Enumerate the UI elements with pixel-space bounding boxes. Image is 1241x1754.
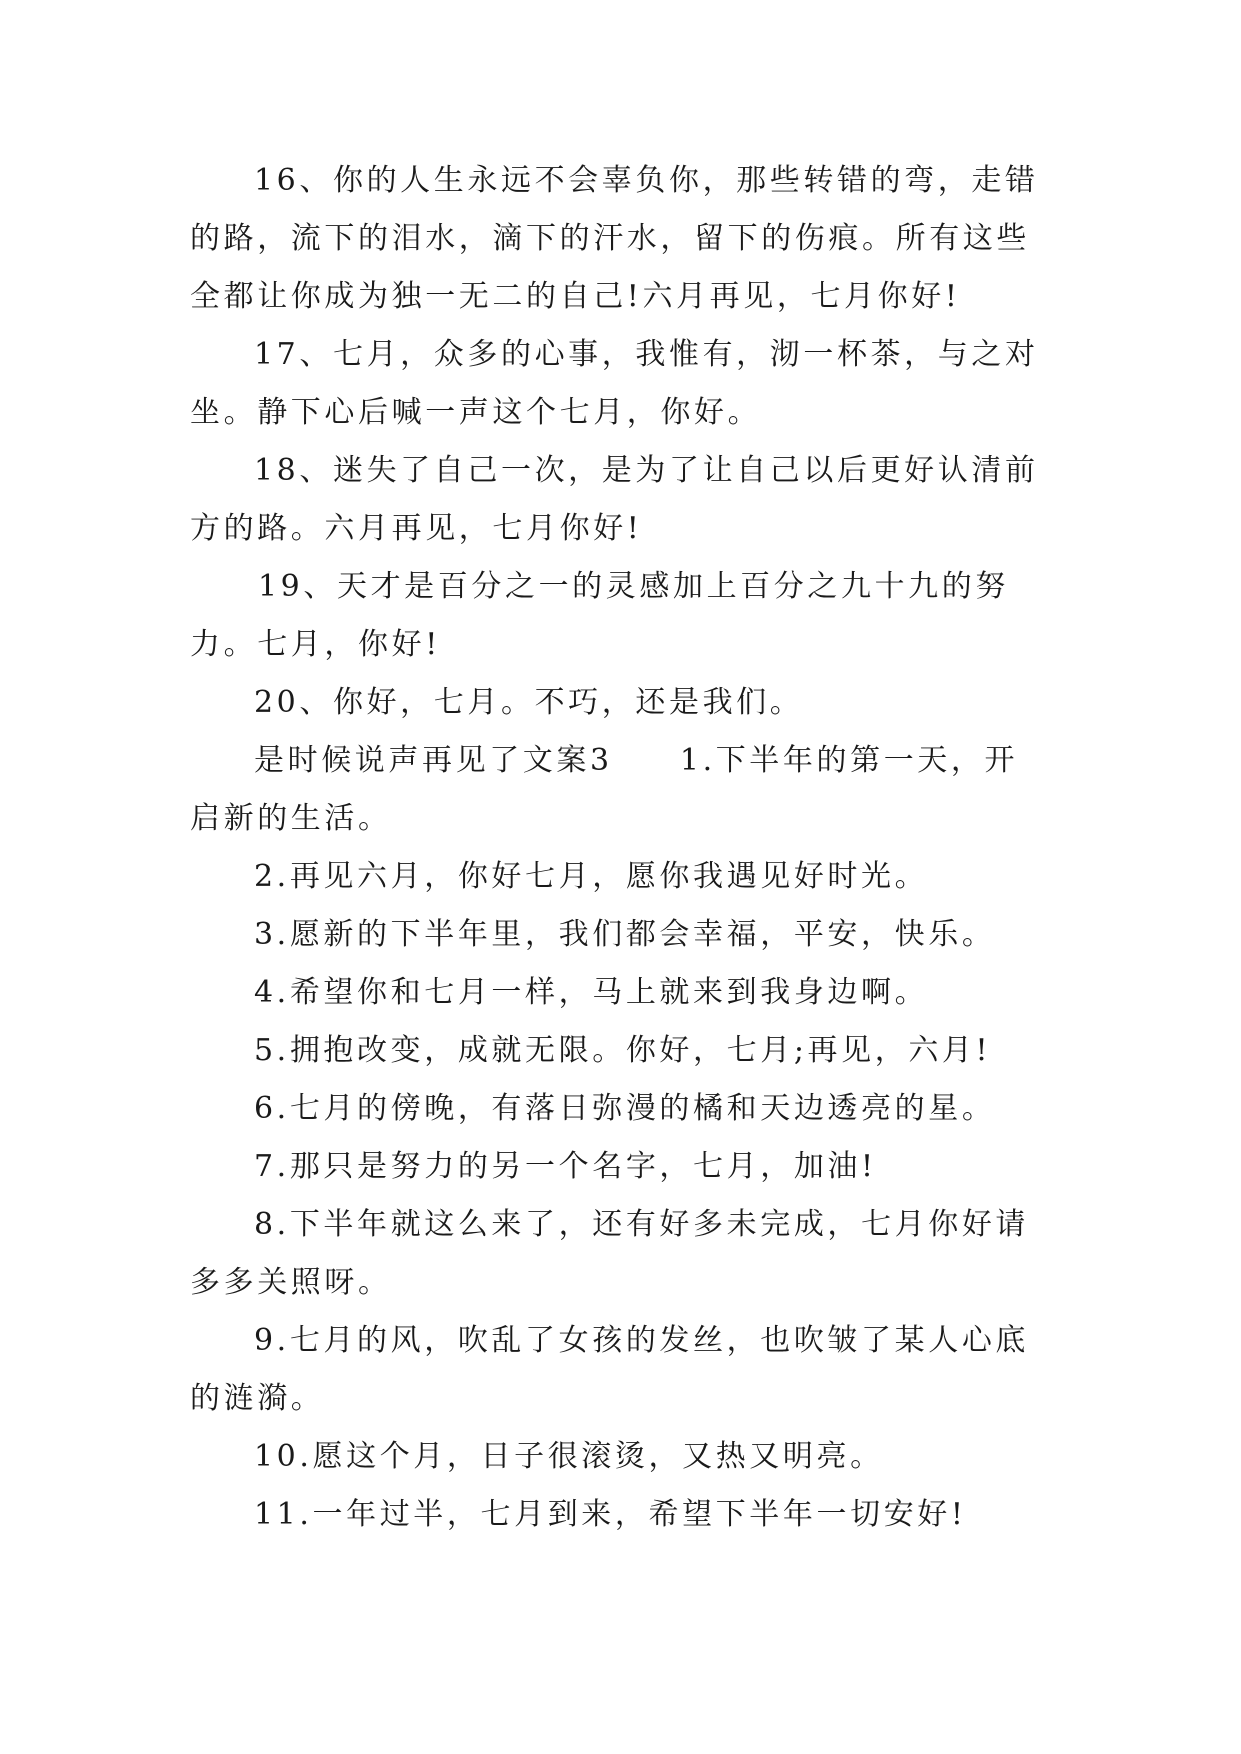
paragraph-20: 20、你好，七月。不巧，还是我们。 bbox=[254, 685, 804, 720]
list-item-11: 11.一年过半，七月到来，希望下半年一切安好! bbox=[254, 1497, 967, 1532]
paragraph-19: 19、天才是百分之一的灵感加上百分之九十九的努力。七月，你好! bbox=[190, 569, 1009, 662]
list-item-2: 2.再见六月，你好七月，愿你我遇见好时光。 bbox=[254, 859, 929, 894]
list-item-7: 7.那只是努力的另一个名字，七月，加油! bbox=[254, 1149, 877, 1184]
list-item-3: 3.愿新的下半年里，我们都会幸福，平安，快乐。 bbox=[254, 917, 996, 952]
list-item-6: 6.七月的傍晚，有落日弥漫的橘和天边透亮的星。 bbox=[254, 1091, 996, 1126]
paragraph-17: 17、七月，众多的心事，我惟有，沏一杯茶，与之对坐。静下心后喊一声这个七月，你好。 bbox=[190, 337, 1039, 430]
document-body bbox=[190, 152, 1050, 1544]
list-item-9: 9.七月的风，吹乱了女孩的发丝，也吹皱了某人心底的涟漪。 bbox=[190, 1323, 1030, 1416]
paragraph-18: 18、迷失了自己一次，是为了让自己以后更好认清前方的路。六月再见，七月你好! bbox=[190, 453, 1039, 546]
list-item-10: 10.愿这个月，日子很滚烫，又热又明亮。 bbox=[254, 1439, 884, 1474]
paragraph-16: 16、你的人生永远不会辜负你，那些转错的弯，走错的路，流下的泪水，滴下的汗水，留下的伤痕。所有这些全都让你成为独一无二的自己!六月再见，七月你好! bbox=[190, 163, 1039, 314]
list-item-5: 5.拥抱改变，成就无限。你好，七月;再见，六月! bbox=[254, 1033, 992, 1068]
list-item-8: 8.下半年就这么来了，还有好多未完成，七月你好请多多关照呀。 bbox=[190, 1207, 1030, 1300]
list-item-4: 4.希望你和七月一样，马上就来到我身边啊。 bbox=[254, 975, 929, 1010]
section-heading-paragraph: 是时候说声再见了文案3 1.下半年的第一天，开启新的生活。 bbox=[190, 743, 1019, 836]
